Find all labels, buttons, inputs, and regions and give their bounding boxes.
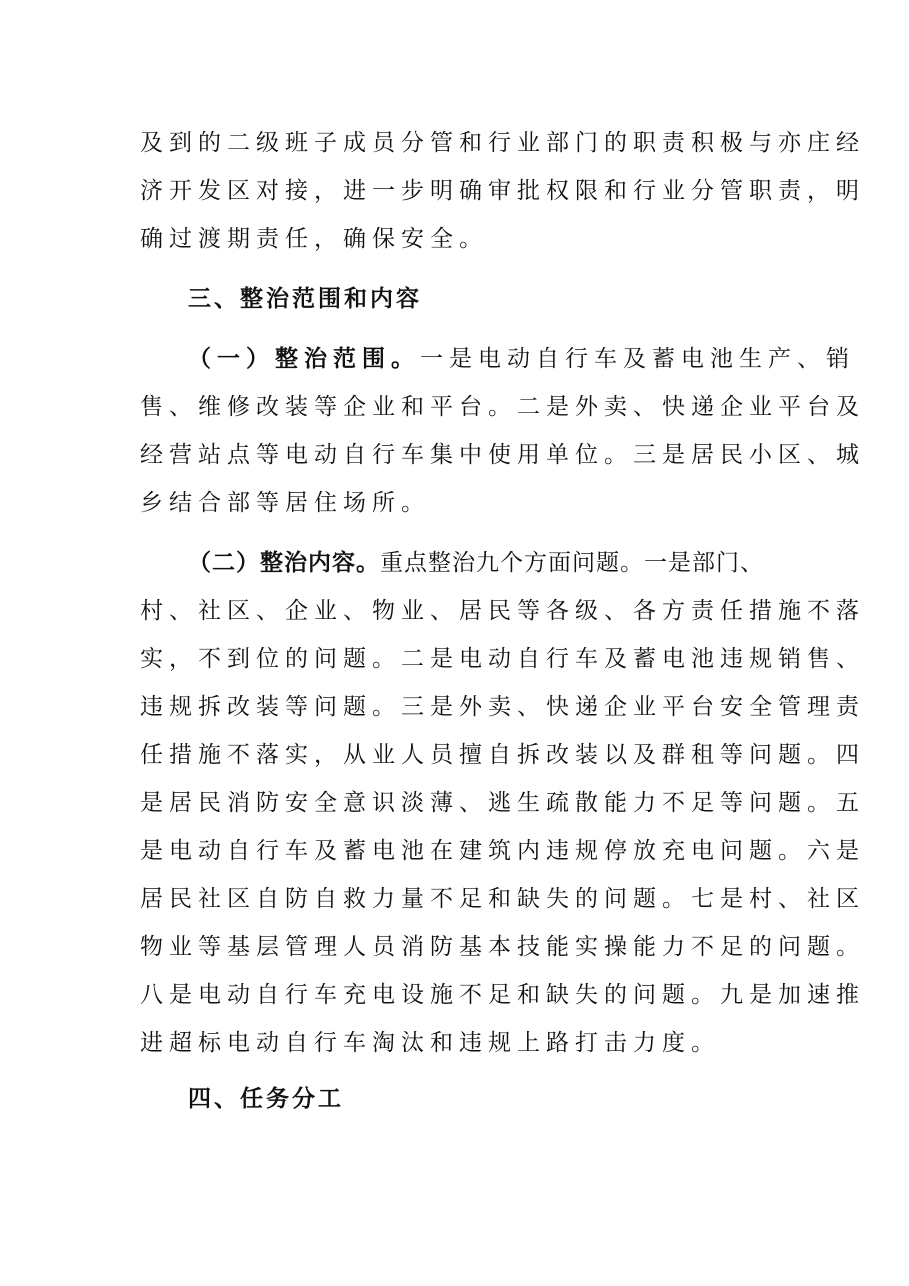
- content-line-3: 实，不到位的问题。二是电动自行车及蓄电池违规销售、: [140, 646, 865, 672]
- scope-paragraph-line-1: [188, 342, 855, 376]
- scope-line-2: 售、维修改装等企业和平台。二是外卖、快递企业平台及: [140, 394, 865, 420]
- scope-text: 一是电动自行车及蓄电池生产、销: [420, 346, 855, 372]
- scope-line-3: 经营站点等电动自行车集中使用单位。三是居民小区、城: [140, 442, 865, 468]
- section4-heading: 四、任务分工: [188, 1086, 344, 1112]
- intro-line-3: 确过渡期责任，确保安全。: [140, 226, 488, 252]
- scope-line-4: 乡结合部等居住场所。: [140, 490, 430, 516]
- content-line-5: 任措施不落实，从业人员擅自拆改装以及群租等问题。四: [140, 742, 865, 768]
- content-line-6: 是居民消防安全意识淡薄、逃生疏散能力不足等问题。五: [140, 790, 865, 816]
- content-line-11: 进超标电动自行车淘汰和违规上路打击力度。: [140, 1030, 720, 1056]
- content-text: 重点整治九个方面问题。一是部门、: [380, 550, 764, 576]
- content-label: （二）整治内容。: [188, 550, 380, 576]
- content-line-4: 违规拆改装等问题。三是外卖、快递企业平台安全管理责: [140, 694, 865, 720]
- content-line-7: 是电动自行车及蓄电池在建筑内违规停放充电问题。六是: [140, 838, 865, 864]
- content-line-8: 居民社区自防自救力量不足和缺失的问题。七是村、社区: [140, 886, 865, 912]
- intro-line-1: 及到的二级班子成员分管和行业部门的职责积极与亦庄经: [140, 130, 865, 156]
- intro-line-2: 济开发区对接，进一步明确审批权限和行业分管职责，明: [140, 178, 865, 204]
- scope-label: （一）整治范围。: [188, 346, 420, 372]
- content-paragraph-line-1: [188, 546, 764, 580]
- content-line-2: 村、社区、企业、物业、居民等各级、各方责任措施不落: [140, 598, 865, 624]
- content-line-10: 八是电动自行车充电设施不足和缺失的问题。九是加速推: [140, 982, 865, 1008]
- section3-heading: 三、整治范围和内容: [188, 286, 422, 312]
- content-line-9: 物业等基层管理人员消防基本技能实操能力不足的问题。: [140, 934, 865, 960]
